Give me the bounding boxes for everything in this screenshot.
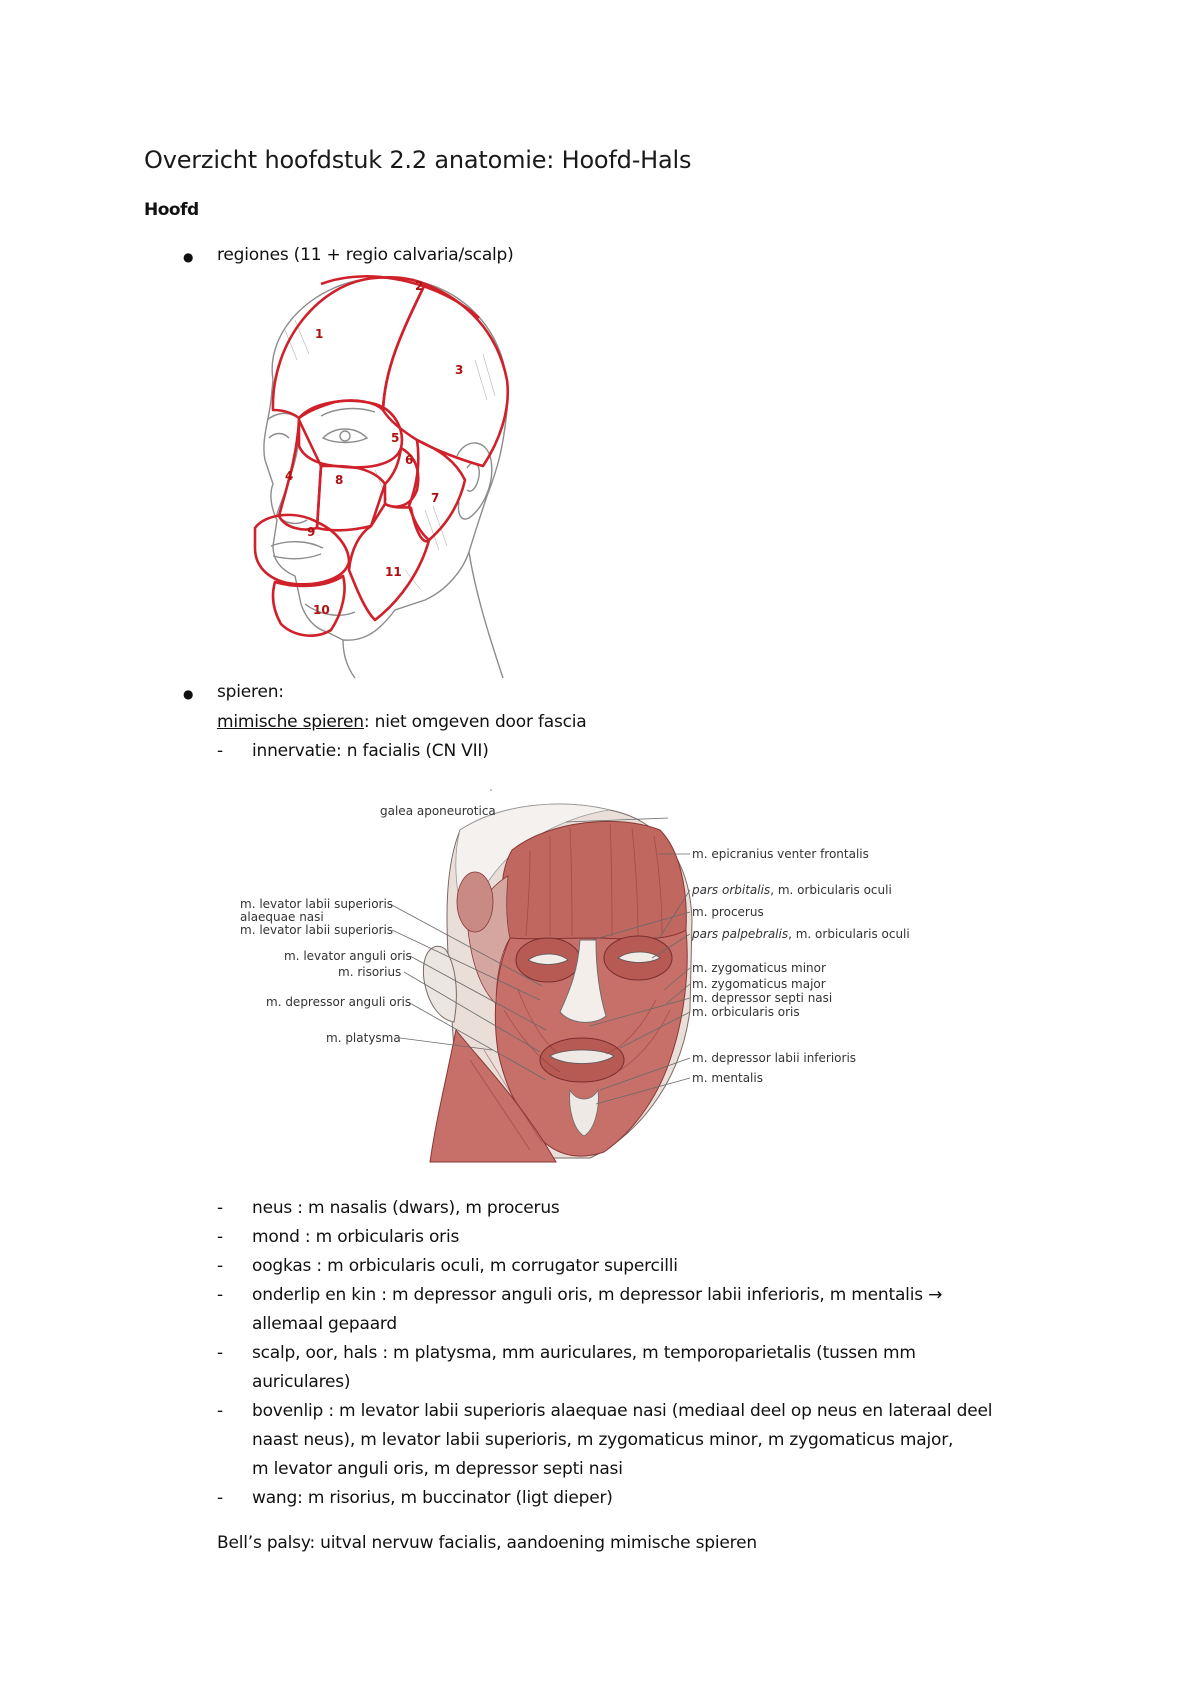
bullet-icon: ● bbox=[183, 250, 194, 264]
dash-marker: - bbox=[217, 1285, 224, 1305]
region-label-10: 10 bbox=[313, 603, 330, 617]
label-procerus: m. procerus bbox=[692, 905, 764, 919]
region-label-7: 7 bbox=[431, 491, 440, 505]
label-orbicularis-oris: m. orbicularis oris bbox=[692, 1005, 800, 1019]
list-item-neus: neus : m nasalis (dwars), m procerus bbox=[252, 1198, 560, 1218]
list-item-wang: wang: m risorius, m buccinator (ligt dieper) bbox=[252, 1488, 613, 1508]
dash-marker: - bbox=[217, 741, 224, 761]
list-item-onderlip-line1: onderlip en kin : m depressor anguli oris, m depressor labii inferioris, m mentalis → bbox=[252, 1285, 943, 1305]
head-regions-figure bbox=[225, 270, 545, 678]
innervatie-line: innervatie: n facialis (CN VII) bbox=[252, 741, 489, 761]
label-depressor-anguli-oris: m. depressor anguli oris bbox=[266, 995, 412, 1009]
mimische-rest: : niet omgeven door fascia bbox=[363, 712, 587, 732]
label-galea-aponeurotica: galea aponeurotica bbox=[380, 804, 496, 818]
list-item-bovenlip-line1: bovenlip : m levator labii superioris alaequae nasi (mediaal deel op neus en lateraal deel bbox=[252, 1401, 993, 1421]
label-mentalis: m. mentalis bbox=[692, 1071, 763, 1085]
list-item-bovenlip-line2: naast neus), m levator labii superioris, m zygomaticus minor, m zygomaticus major, bbox=[252, 1430, 954, 1450]
list-item-scalp-line2: auriculares) bbox=[252, 1372, 351, 1392]
list-item-scalp-line1: scalp, oor, hals : m platysma, mm auriculares, m temporoparietalis (tussen mm bbox=[252, 1343, 916, 1363]
region-label-11: 11 bbox=[385, 565, 402, 579]
region-label-1: 1 bbox=[315, 327, 324, 341]
region-label-6: 6 bbox=[405, 453, 414, 467]
page-title: Overzicht hoofdstuk 2.2 anatomie: Hoofd-Hals bbox=[144, 146, 692, 174]
label-levator-labii-sup-alaeque-2: alaequae nasi bbox=[240, 910, 324, 924]
dash-marker: - bbox=[217, 1227, 224, 1247]
label-zygomaticus-minor: m. zygomaticus minor bbox=[692, 961, 826, 975]
label-epicranius-venter-frontalis: m. epicranius venter frontalis bbox=[692, 847, 869, 861]
facial-muscles-figure bbox=[240, 790, 950, 1162]
dash-marker: - bbox=[217, 1256, 224, 1276]
dash-marker: - bbox=[217, 1198, 224, 1218]
label-pars-palpebralis: pars palpebralis, m. orbicularis oculi bbox=[692, 927, 910, 941]
dash-marker: - bbox=[217, 1488, 224, 1508]
bullet-icon: ● bbox=[183, 687, 194, 701]
bells-palsy-note: Bell’s palsy: uitval nervuw facialis, aandoening mimische spieren bbox=[217, 1533, 757, 1553]
bullet-regiones: regiones (11 + regio calvaria/scalp) bbox=[217, 245, 514, 265]
section-heading: Hoofd bbox=[144, 200, 199, 220]
mimische-label: mimische spieren bbox=[217, 712, 364, 732]
mimische-line bbox=[217, 712, 587, 732]
dash-marker: - bbox=[217, 1343, 224, 1363]
region-label-4: 4 bbox=[285, 469, 294, 483]
label-risorius: m. risorius bbox=[338, 965, 402, 979]
region-label-5: 5 bbox=[391, 431, 400, 445]
list-item-bovenlip-line3: m levator anguli oris, m depressor septi nasi bbox=[252, 1459, 623, 1479]
label-zygomaticus-major: m. zygomaticus major bbox=[692, 977, 826, 991]
label-levator-labii-superioris: m. levator labii superioris bbox=[240, 923, 394, 937]
region-label-9: 9 bbox=[307, 525, 316, 539]
list-item-onderlip-line2: allemaal gepaard bbox=[252, 1314, 398, 1334]
dash-marker: - bbox=[217, 1401, 224, 1421]
list-item-oogkas: oogkas : m orbicularis oculi, m corrugator supercilli bbox=[252, 1256, 678, 1276]
label-levator-labii-sup-alaeque-1: m. levator labii superioris bbox=[240, 897, 394, 911]
label-pars-orbitalis: pars orbitalis, m. orbicularis oculi bbox=[692, 883, 892, 897]
label-platysma: m. platysma bbox=[326, 1031, 401, 1045]
region-label-3: 3 bbox=[455, 363, 464, 377]
label-levator-anguli-oris: m. levator anguli oris bbox=[284, 949, 412, 963]
label-depressor-labii-inferioris: m. depressor labii inferioris bbox=[692, 1051, 857, 1065]
region-label-2: 2 bbox=[415, 279, 424, 293]
label-depressor-septi-nasi: m. depressor septi nasi bbox=[692, 991, 833, 1005]
bullet-spieren: spieren: bbox=[217, 682, 284, 702]
list-item-mond: mond : m orbicularis oris bbox=[252, 1227, 460, 1247]
region-label-8: 8 bbox=[335, 473, 344, 487]
